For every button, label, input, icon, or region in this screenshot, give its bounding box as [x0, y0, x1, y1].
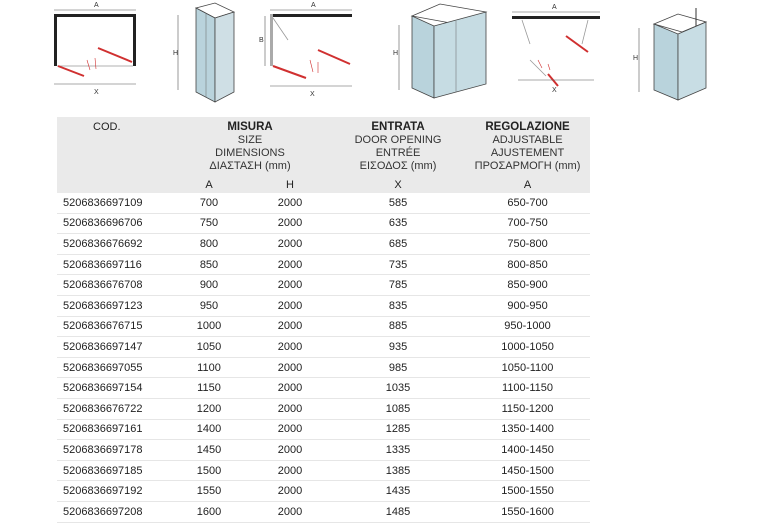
header-adjust-gr: ΠΡΟΣΑΡΜΟΓΗ (mm) [474, 160, 581, 172]
cell-h: 2000 [249, 460, 331, 481]
table-row [57, 234, 590, 255]
cell-x: 685 [331, 234, 465, 255]
header-size-it: MISURA [227, 121, 273, 133]
cell-adjust: 1350-1400 [465, 419, 590, 440]
header-code: COD. [57, 117, 169, 176]
cell-adjust: 800-850 [465, 254, 590, 275]
cell-a: 1200 [169, 398, 249, 419]
header-adjust [465, 117, 590, 176]
cell-code: 5206836697055 [57, 357, 169, 378]
cell-h: 2000 [249, 213, 331, 234]
cell-x: 1035 [331, 378, 465, 399]
cell-code: 5206836697123 [57, 295, 169, 316]
table-row [57, 460, 590, 481]
cell-x: 635 [331, 213, 465, 234]
cell-h: 2000 [249, 419, 331, 440]
cell-h: 2000 [249, 357, 331, 378]
cell-x: 1485 [331, 501, 465, 522]
cell-adjust: 850-900 [465, 275, 590, 296]
perspective-diagram-corner [390, 0, 490, 102]
plan-diagram-corner [258, 0, 358, 100]
header-adjust-en: ADJUSTABLE [492, 134, 563, 146]
cell-adjust: 1500-1550 [465, 481, 590, 502]
cell-code: 5206836697154 [57, 378, 169, 399]
subheader-a: A [169, 176, 249, 193]
cell-h: 2000 [249, 481, 331, 502]
cell-code: 5206836676722 [57, 398, 169, 419]
cell-code: 5206836697185 [57, 460, 169, 481]
cell-x: 1085 [331, 398, 465, 419]
cell-h: 2000 [249, 501, 331, 522]
cell-h: 2000 [249, 316, 331, 337]
dim-label-x-3: X [552, 87, 557, 94]
table-row [57, 419, 590, 440]
header-size [169, 117, 331, 176]
table-row [57, 440, 590, 461]
cell-h: 2000 [249, 234, 331, 255]
cell-adjust: 1450-1500 [465, 460, 590, 481]
cell-adjust: 900-950 [465, 295, 590, 316]
dim-label-x-2: X [310, 91, 315, 98]
cell-h: 2000 [249, 440, 331, 461]
size-table [57, 117, 590, 523]
subheader-h: H [249, 176, 331, 193]
cell-adjust: 1100-1150 [465, 378, 590, 399]
cell-code: 5206836696706 [57, 213, 169, 234]
cell-code: 5206836676708 [57, 275, 169, 296]
header-entry-it: ENTRATA [371, 121, 425, 133]
cell-x: 1285 [331, 419, 465, 440]
header-entry [331, 117, 465, 176]
cell-adjust: 1000-1050 [465, 337, 590, 358]
subheader-empty [57, 176, 169, 193]
cell-h: 2000 [249, 254, 331, 275]
dim-label-h-2: H [393, 50, 399, 57]
cell-x: 585 [331, 193, 465, 213]
diagram-strip [0, 0, 770, 112]
cell-a: 1000 [169, 316, 249, 337]
cell-a: 1500 [169, 460, 249, 481]
cell-a: 750 [169, 213, 249, 234]
dim-label-a: A [94, 2, 99, 9]
plan-diagram-walkin [508, 0, 608, 100]
cell-h: 2000 [249, 275, 331, 296]
table-row [57, 254, 590, 275]
cell-adjust: 950-1000 [465, 316, 590, 337]
cell-a: 1050 [169, 337, 249, 358]
table-row [57, 481, 590, 502]
perspective-diagram-walkin [630, 0, 710, 102]
dim-label-x: X [94, 89, 99, 96]
cell-x: 935 [331, 337, 465, 358]
cell-a: 1550 [169, 481, 249, 502]
cell-a: 1450 [169, 440, 249, 461]
cell-a: 700 [169, 193, 249, 213]
subheader-x: X [331, 176, 465, 193]
dim-label-a-3: A [552, 4, 557, 11]
header-size-fr: DIMENSIONS [215, 147, 285, 159]
cell-adjust: 700-750 [465, 213, 590, 234]
cell-h: 2000 [249, 378, 331, 399]
cell-a: 850 [169, 254, 249, 275]
dim-label-a-2: A [311, 2, 316, 9]
cell-a: 800 [169, 234, 249, 255]
header-size-gr: ΔΙΑΣΤΑΣΗ (mm) [209, 160, 291, 172]
table-row [57, 357, 590, 378]
table-row [57, 378, 590, 399]
cell-x: 1385 [331, 460, 465, 481]
table-row [57, 337, 590, 358]
cell-h: 2000 [249, 193, 331, 213]
header-adjust-it: REGOLAZIONE [485, 121, 570, 133]
header-entry-gr: ΕΙΣΟΔΟΣ (mm) [359, 160, 437, 172]
cell-x: 985 [331, 357, 465, 378]
table-row [57, 295, 590, 316]
cell-code: 5206836697161 [57, 419, 169, 440]
cell-h: 2000 [249, 337, 331, 358]
cell-adjust: 1400-1450 [465, 440, 590, 461]
header-entry-en: DOOR OPENING [354, 134, 442, 146]
cell-h: 2000 [249, 295, 331, 316]
table-row [57, 213, 590, 234]
cell-code: 5206836676692 [57, 234, 169, 255]
table-row [57, 398, 590, 419]
cell-a: 950 [169, 295, 249, 316]
table-row [57, 501, 590, 522]
plan-diagram-niche [50, 0, 145, 100]
cell-h: 2000 [249, 398, 331, 419]
cell-a: 900 [169, 275, 249, 296]
cell-x: 735 [331, 254, 465, 275]
cell-x: 885 [331, 316, 465, 337]
header-entry-fr: ENTRÉE [375, 147, 421, 159]
cell-code: 5206836697178 [57, 440, 169, 461]
cell-x: 1435 [331, 481, 465, 502]
cell-x: 1335 [331, 440, 465, 461]
cell-a: 1600 [169, 501, 249, 522]
cell-x: 835 [331, 295, 465, 316]
cell-code: 5206836697192 [57, 481, 169, 502]
dim-label-b: B [259, 37, 264, 44]
cell-adjust: 750-800 [465, 234, 590, 255]
dim-label-h-3: H [633, 55, 639, 62]
cell-x: 785 [331, 275, 465, 296]
cell-adjust: 1550-1600 [465, 501, 590, 522]
table-header-row [57, 117, 590, 176]
cell-a: 1150 [169, 378, 249, 399]
cell-code: 5206836676715 [57, 316, 169, 337]
cell-adjust: 650-700 [465, 193, 590, 213]
cell-a: 1400 [169, 419, 249, 440]
dim-label-h: H [173, 50, 179, 57]
table-row [57, 275, 590, 296]
table-row [57, 316, 590, 337]
cell-code: 5206836697208 [57, 501, 169, 522]
cell-code: 5206836697109 [57, 193, 169, 213]
cell-adjust: 1050-1100 [465, 357, 590, 378]
size-table-container [57, 117, 590, 523]
table-row [57, 193, 590, 213]
cell-a: 1100 [169, 357, 249, 378]
perspective-diagram-niche [170, 0, 240, 105]
header-size-en: SIZE [237, 134, 263, 146]
cell-code: 5206836697147 [57, 337, 169, 358]
cell-adjust: 1150-1200 [465, 398, 590, 419]
table-subheader-row [57, 176, 590, 193]
subheader-adj-a: A [465, 176, 590, 193]
header-adjust-fr: AJUSTEMENT [490, 147, 565, 159]
cell-code: 5206836697116 [57, 254, 169, 275]
table-body [57, 193, 590, 522]
